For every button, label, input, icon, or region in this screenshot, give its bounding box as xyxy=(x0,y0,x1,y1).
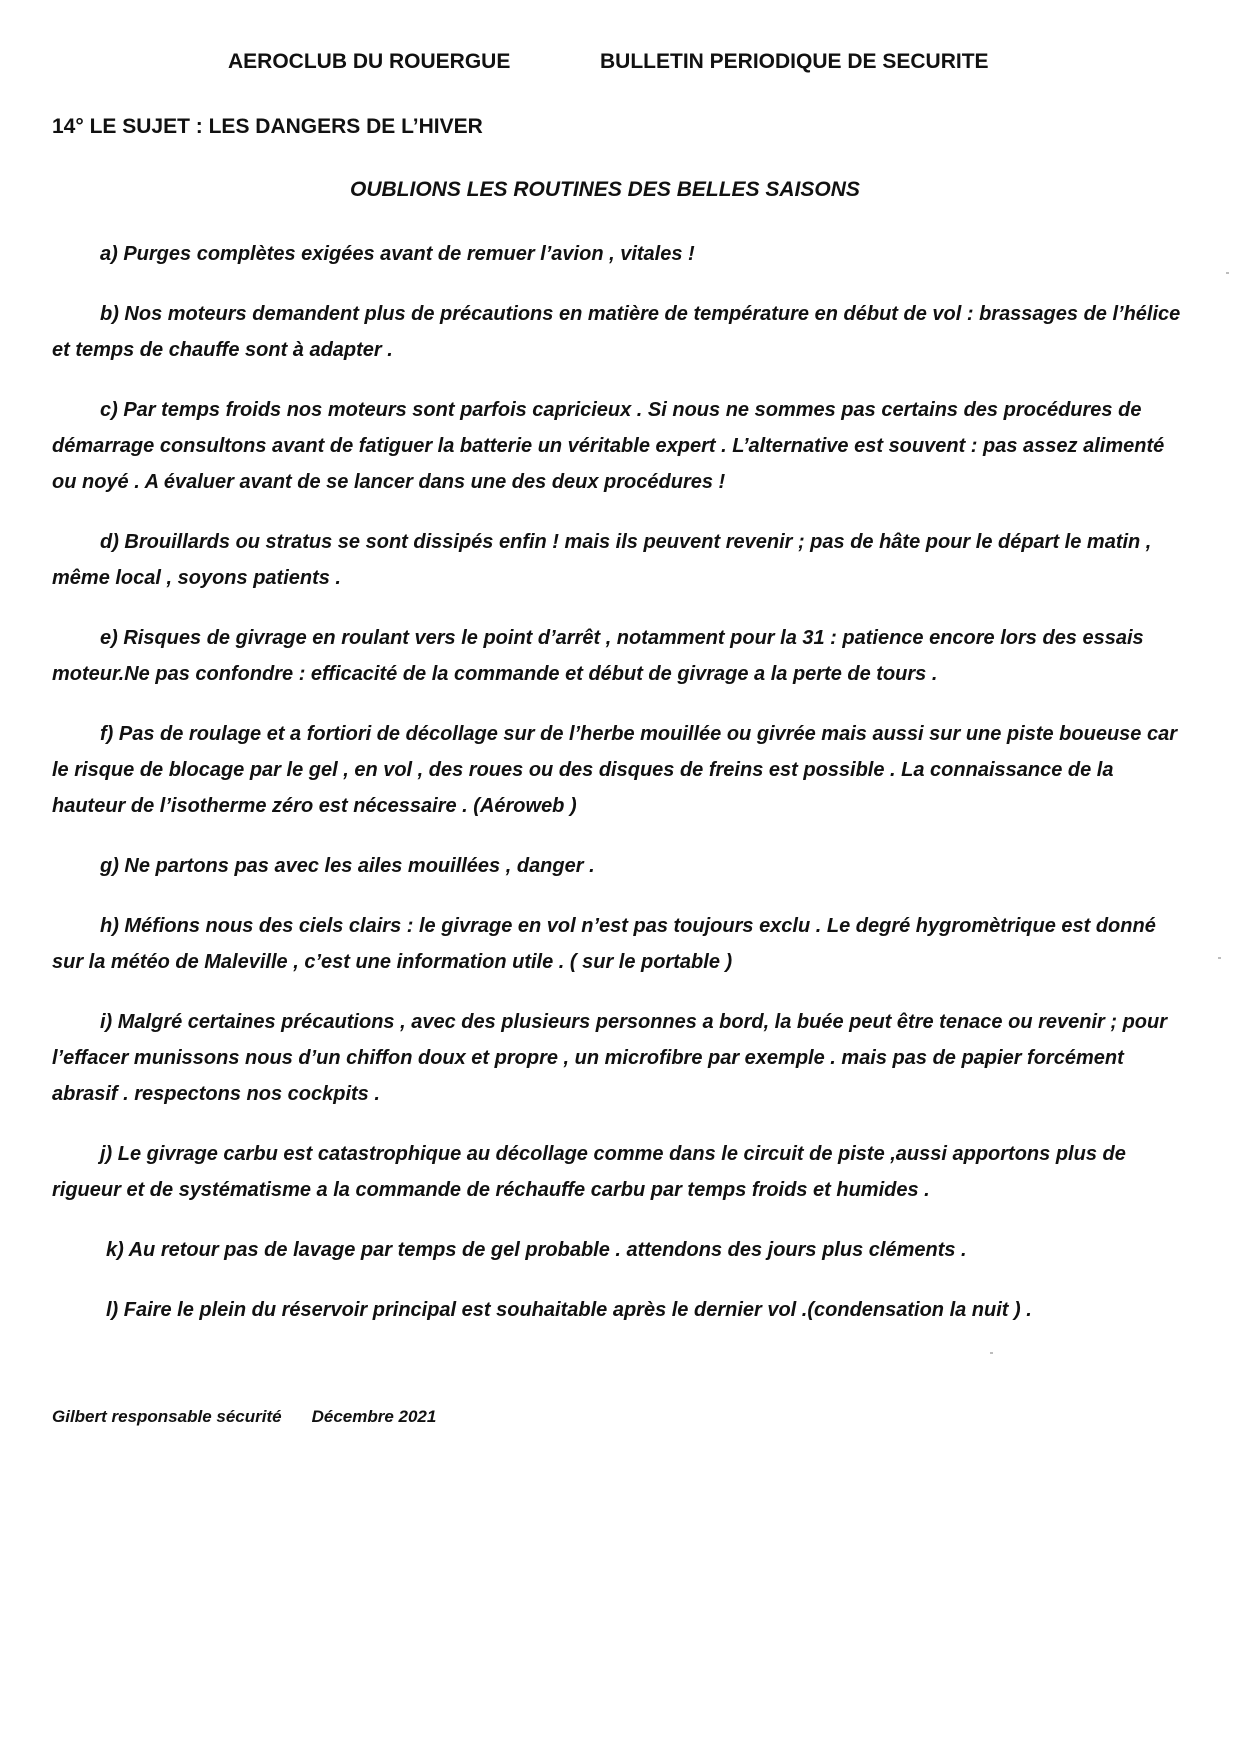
club-name: AEROCLUB DU ROUERGUE xyxy=(228,50,511,73)
item-c: c) Par temps froids nos moteurs sont parfois capricieux . Si nous ne sommes pas certains des procédures de démarrage consultons avant de fatiguer la batterie un véritable expert . L’alternative est souvent : pas assez alimenté ou noyé . A évaluer avant de se lancer dans une des deux procédures ! xyxy=(52,399,1165,493)
item-a: a) Purges complètes exigées avant de remuer l’avion , vitales ! xyxy=(100,243,695,265)
date: Décembre 2021 xyxy=(311,1407,437,1426)
subject-heading: 14° LE SUJET : LES DANGERS DE L’HIVER xyxy=(52,115,483,138)
item-h: h) Méfions nous des ciels clairs : le givrage en vol n’est pas toujours exclu . Le degré hygromètrique est donné sur la météo de Maleville , c’est une information utile . ( sur le portable ) xyxy=(52,915,1156,973)
author: Gilbert responsable sécurité xyxy=(52,1407,282,1426)
item-d: d) Brouillards ou stratus se sont dissipés enfin ! mais ils peuvent revenir ; pas de hâte pour le départ le matin , même local , soyons patients . xyxy=(52,531,1152,589)
item-k: k) Au retour pas de lavage par temps de gel probable . attendons des jours plus cléments . xyxy=(106,1239,967,1261)
item-b: b) Nos moteurs demandent plus de précautions en matière de température en début de vol : brassages de l’hélice et temps de chauffe sont à adapter . xyxy=(52,303,1181,361)
item-l: l) Faire le plein du réservoir principal est souhaitable après le dernier vol .(condensation la nuit ) . xyxy=(106,1299,1032,1321)
item-g: g) Ne partons pas avec les ailes mouillées , danger . xyxy=(100,855,595,877)
scan-speck xyxy=(1226,272,1229,274)
item-i: i) Malgré certaines précautions , avec des plusieurs personnes a bord, la buée peut être tenace ou revenir ; pour l’effacer munissons nous d’un chiffon doux et propre , un microfibre par exemple . mais pas de papier forcément abrasif . respectons nos cockpits . xyxy=(52,1011,1168,1105)
item-j: j) Le givrage carbu est catastrophique au décollage comme dans le circuit de piste ,aussi apportons plus de rigueur et de systématisme a la commande de réchauffe carbu par temps froids et humides . xyxy=(52,1143,1126,1201)
bulletin-title: BULLETIN PERIODIQUE DE SECURITE xyxy=(600,50,989,73)
scan-speck xyxy=(1218,957,1221,959)
safety-items-list xyxy=(52,236,1192,1352)
scan-speck xyxy=(990,1352,993,1354)
item-f: f) Pas de roulage et a fortiori de décollage sur de l’herbe mouillée ou givrée mais aussi sur une piste boueuse car le risque de blocage par le gel , en vol , des roues ou des disques de freins est possible . La connaissance de la hauteur de l’isotherme zéro est nécessaire . (Aéroweb ) xyxy=(52,723,1177,817)
item-e: e) Risques de givrage en roulant vers le point d’arrêt , notamment pour la 31 : patience encore lors des essais moteur.Ne pas confondre : efficacité de la commande et début de givrage a la perte de tours . xyxy=(52,627,1144,685)
signature-line xyxy=(52,1407,436,1427)
subtitle: OUBLIONS LES ROUTINES DES BELLES SAISONS xyxy=(350,178,860,201)
